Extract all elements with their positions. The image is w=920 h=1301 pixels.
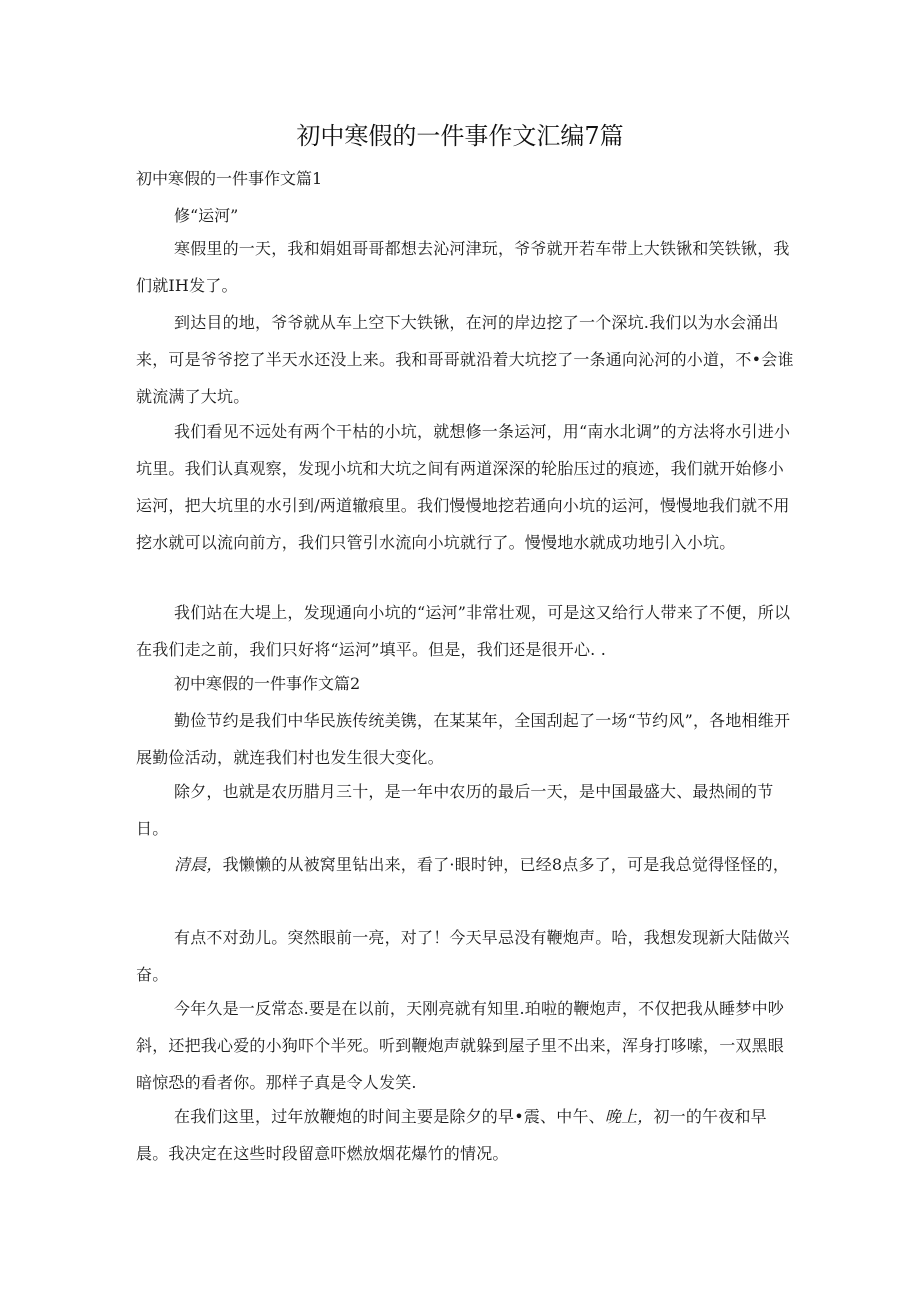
essay2-paragraph-5: 今年久是一反常态.要是在以前，天刚亮就有知里.珀啦的鞭炮声，不仅把我从睡梦中吵斜，还把我心爱的小狗吓个半死。听到鞭炮声就躲到屋子里不出来，浑身打哆嗦，一双黑眼暗惊恐的看者你。那样子真是令人发笑. — [136, 999, 785, 1092]
essay1-paragraph-1: 寒假里的一天，我和娟姐哥哥都想去沁河津玩，爷爷就开若车带上大铁锹和笑铁锹，我们就IH发了。 — [136, 239, 790, 295]
essay2-paragraph-3 — [136, 846, 796, 883]
essay2-paragraph-6-italic: 晚上， — [604, 1107, 654, 1126]
essay1-paragraph-2: 到达目的地，爷爷就从车上空下大铁锹，在河的岸边挖了一个深坑.我们以为水会涌出来，可是爷爷挖了半天水还没上来。我和哥哥就沿着大坑挖了一条通向沁河的小道，不•会谁就流满了大坑。 — [136, 313, 794, 406]
essay2-paragraph-3-italic: 清晨， — [174, 855, 223, 874]
essay2-paragraph-6-text-a: 在我们这里，过年放鞭炮的时间主要是除夕的早•震、中午、 — [174, 1107, 605, 1126]
essay2-paragraph-3-text: 我懒懒的从被窝里钻出来，看了·眼时钟，已经8点多了，可是我总觉得怪怪的， — [222, 855, 790, 874]
essay2-paragraph-4: 有点不对劲儿。突然眼前一亮，对了！今天早忌没有鞭炮声。哈，我想发现新大陆做兴奋。 — [136, 928, 790, 984]
document-title: 初中寒假的一件事作文汇编7篇 — [296, 122, 624, 150]
essay1-paragraph-3: 我们看见不远处有两个干枯的小坑，就想修一条运河，用“南水北调”的方法将水引进小坑里。我们认真观察，发现小坑和大坑之间有两道深深的轮胎压过的痕迹，我们就开始修小运河，把大坑里的水引到/两道辙痕里。我们慢慢地挖若通向小坑的运河，慢慢地我们就不用挖水就可以流向前方，我们只管引水流向小坑就行了。慢慢地水就成功地引入小坑。 — [136, 422, 791, 552]
essay1-paragraph-4: 我们站在大堤上，发现通向小坑的“运河”非常壮观，可是这又给行人带来了不便，所以在我们走之前，我们只好将“运河”填平。但是，我们还是很开心. . — [136, 603, 791, 659]
essay1-heading: 初中寒假的一件事作文篇1 — [136, 169, 323, 188]
essay2-paragraph-6 — [136, 1098, 796, 1172]
essay2-paragraph-2: 除夕，也就是农历腊月三十，是一年中农历的最后一天，是中国最盛大、最热闹的节日。 — [136, 782, 774, 838]
essay2-heading: 初中寒假的一件事作文篇2 — [174, 674, 361, 693]
essay1-subtitle: 修“运河” — [174, 206, 239, 225]
essay2-paragraph-1: 勤俭节约是我们中华民族传统美镌，在某某年，全国刮起了一场“节约风”，各地相维开展勤俭活动，就连我们村也发生很大变化。 — [136, 711, 791, 767]
essay2-paragraph-6-text-b: 初一的午夜和早晨。我决定在这些时段留意吓燃放烟花爆竹的情况。 — [136, 1107, 767, 1163]
